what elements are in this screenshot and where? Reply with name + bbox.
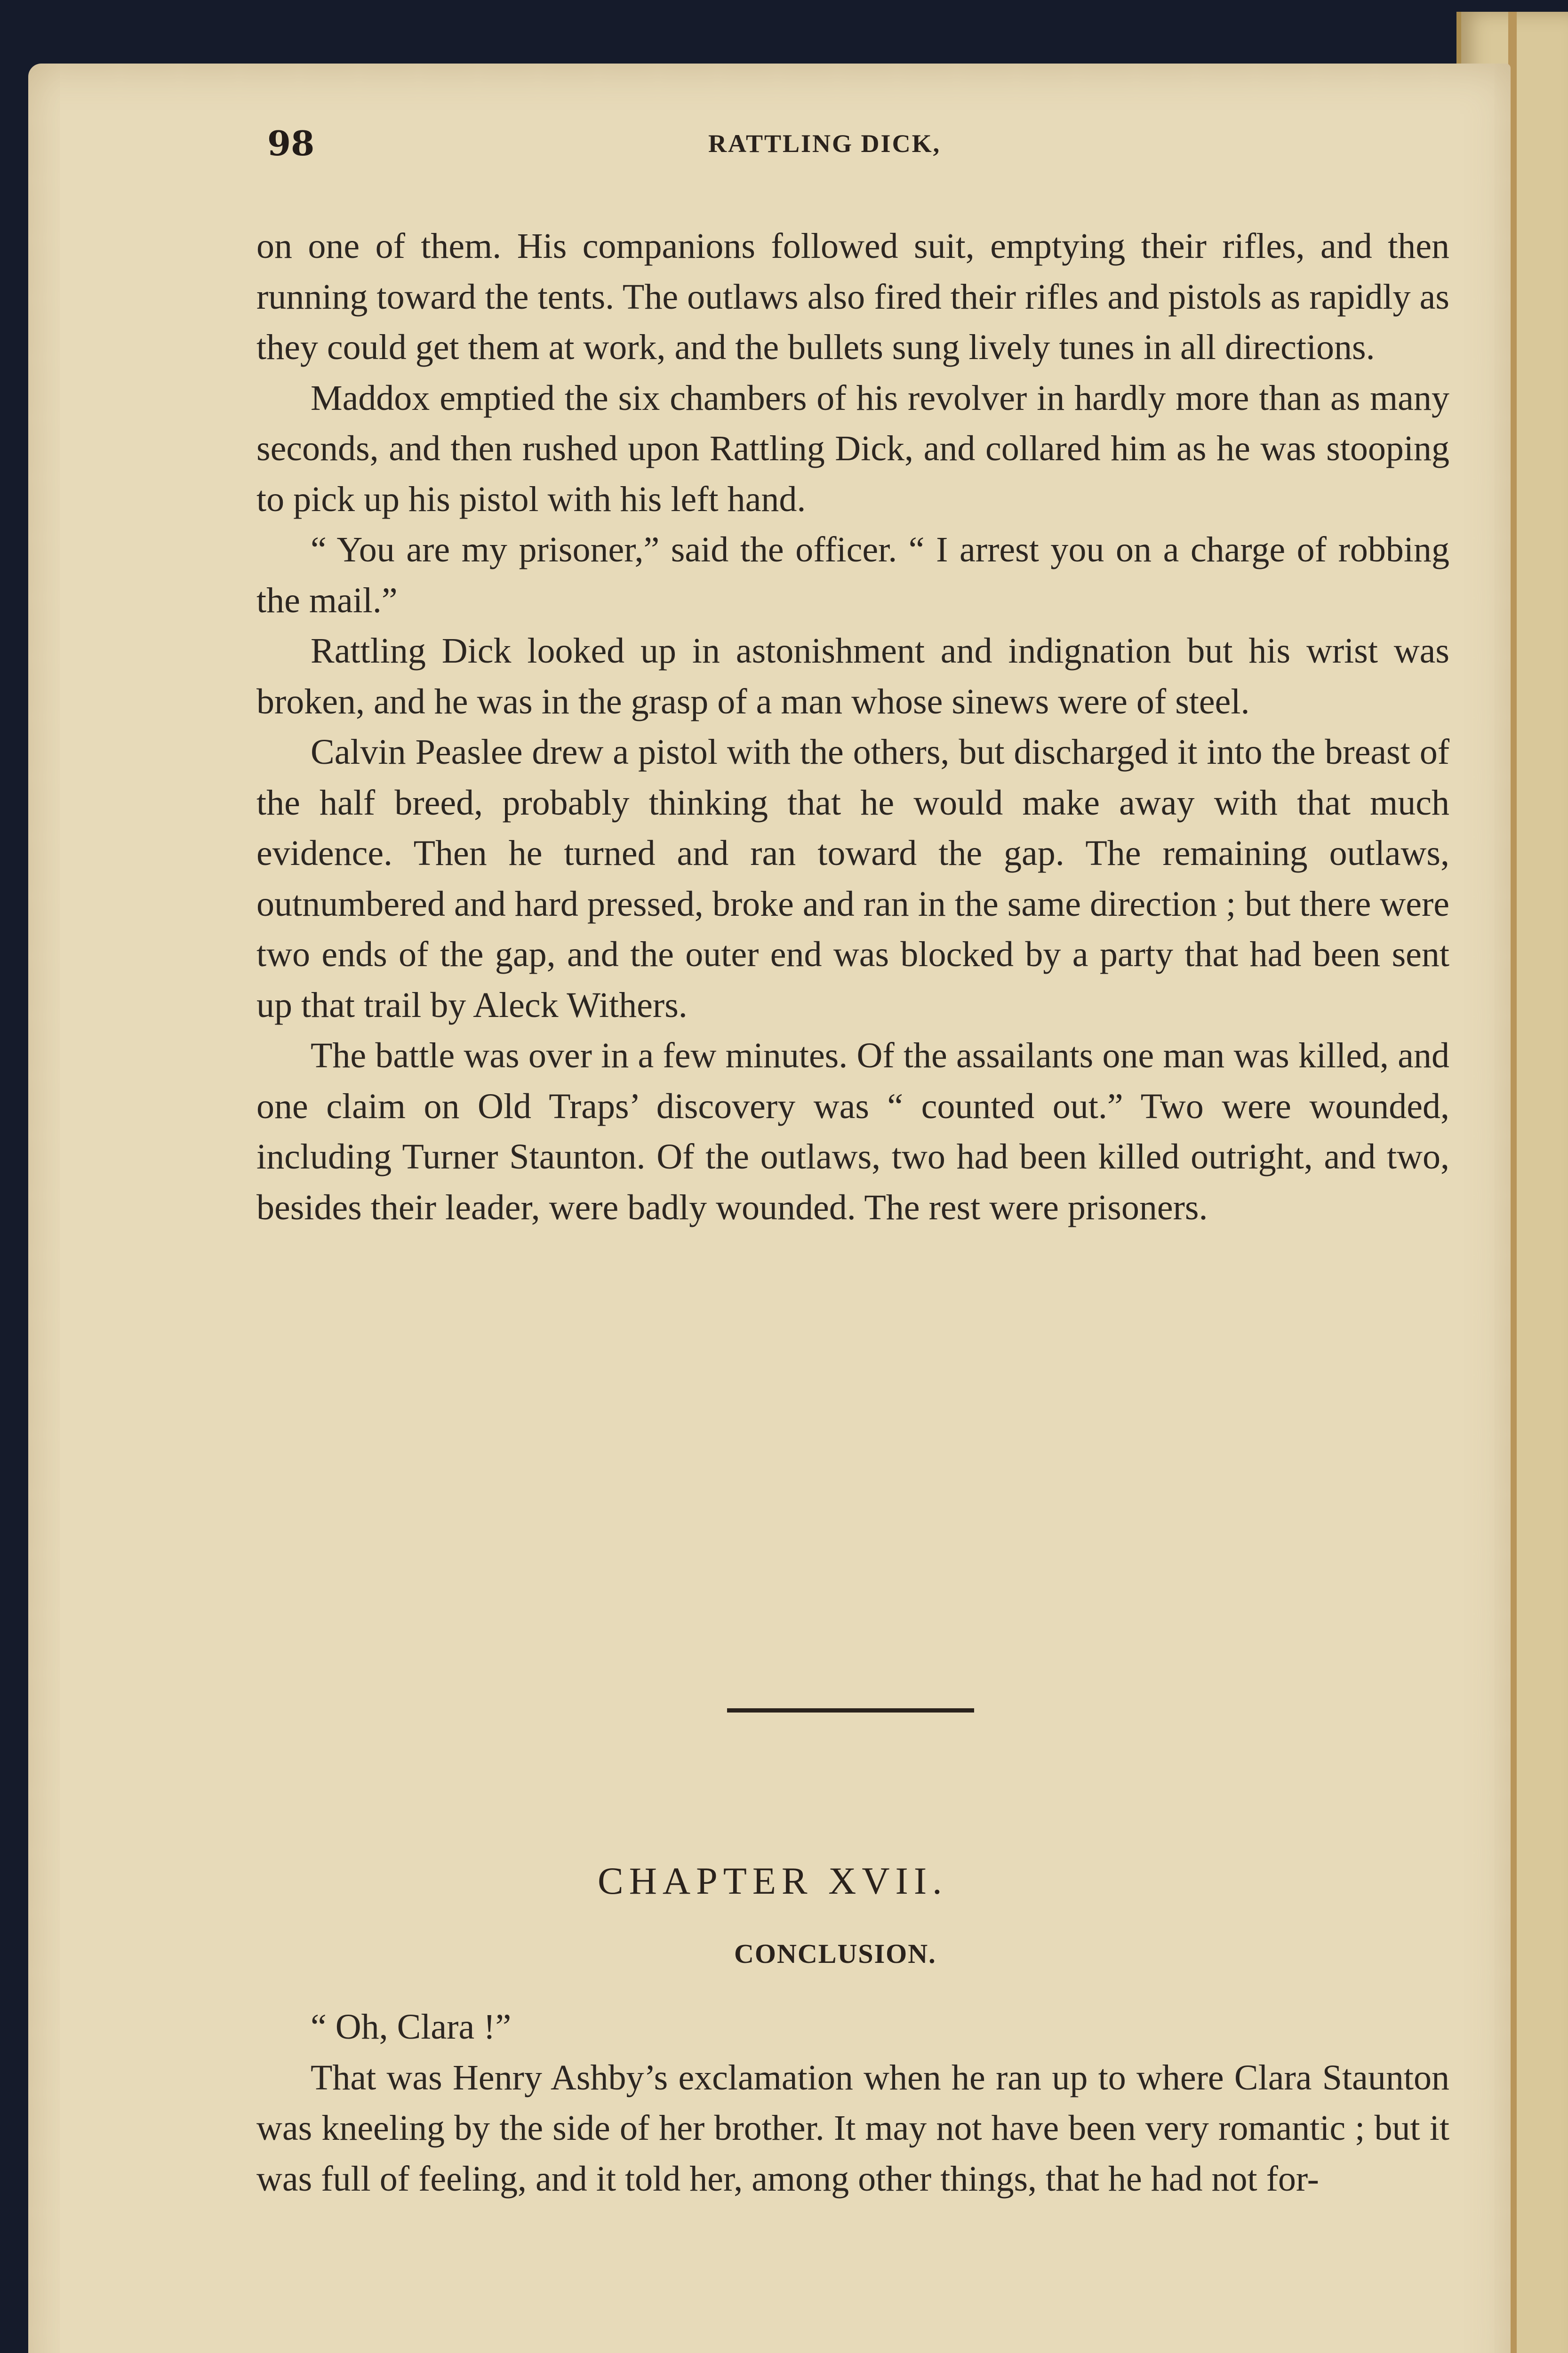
paragraph: Calvin Peaslee drew a pistol with the others, but discharged it into the breast of the half breed, probably thinking that he would make away with that much evidence. Then he turned and ran toward the gap. The remaining outlaws, outnumbered and hard pressed, broke and ran in the same direction ; but there were two ends of the gap, and the outer end was blocked by a party that had been sent up that trail by Aleck Withers. [256,732,1449,1025]
paragraph: That was Henry Ashby’s exclamation when he ran up to where Clara Staunton was kneeling by the side of her brother. It may not have been very romantic ; but it was full of feeling, and it told her, among other things, that he had not for- [256,2057,1449,2199]
paragraph: “ Oh, Clara !” [311,2007,512,2047]
page-header [267,123,1444,175]
paragraph: Rattling Dick looked up in astonishment and indignation but his wrist was broken, and he was in the grasp of a man whose sinews were of steel. [256,631,1449,721]
paragraph: Maddox emptied the six chambers of his revolver in hardly more than as many seconds, and then rushed upon Rattling Dick, and collared him as he was stooping to pick up his pistol with his left hand. [256,378,1449,519]
chapter-title: CHAPTER XVII. [598,1859,948,1902]
body-text-bottom [256,2002,1449,2204]
page-number: 98 [267,123,315,163]
chapter-subtitle: CONCLUSION. [734,1938,936,1969]
paragraph: “ You are my prisoner,” said the officer. “ I arrest you on a charge of robbing the mail.” [256,530,1449,620]
paragraph: on one of them. His companions followed suit, emptying their rifles, and then running toward the tents. The outlaws also fired their rifles and pistols as rapidly as they could get them at work, and the bullets sung lively tunes in all directions. [256,226,1449,367]
section-divider [727,1708,974,1713]
body-text-top [256,221,1449,1233]
running-head: RATTLING DICK, [708,129,941,158]
paragraph: The battle was over in a few minutes. Of the assailants one man was killed, and one claim on Old Traps’ discovery was “ counted out.” Two were wounded, including Turner Staunton. Of the outlaws, two had been killed outright, and two, besides their leader, were badly wounded. The rest were prisoners. [256,1036,1449,1227]
